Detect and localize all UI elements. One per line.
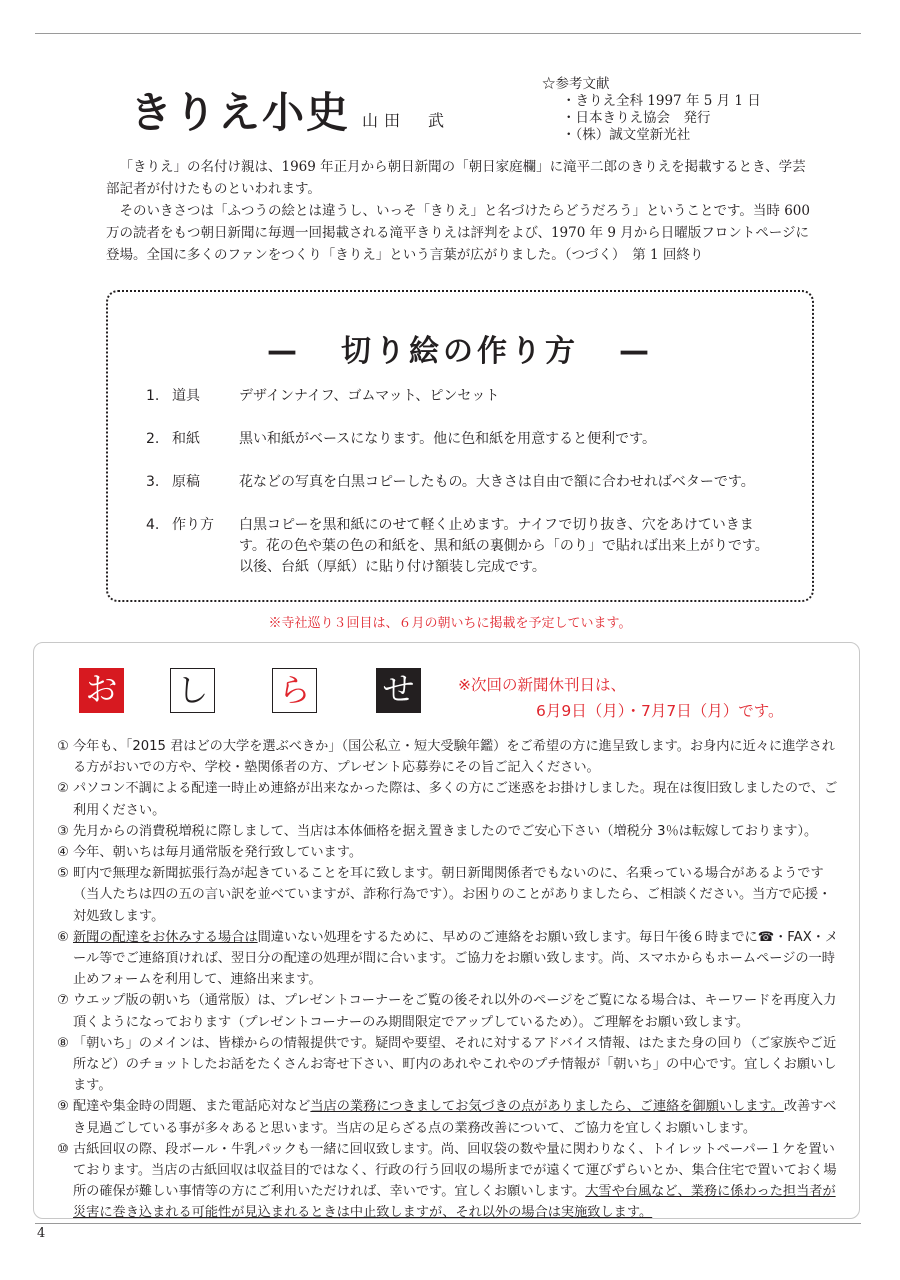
list-item (57, 927, 843, 991)
howto-title (108, 326, 812, 370)
list-item (57, 1033, 843, 1097)
step-number: 2. (146, 431, 160, 447)
item-text: 今年も、「2015 君はどの大学を選ぶべきか」（国公私立・短大受験年鑑）をご希望の方に進呈致します。お身内に近々に進学される方がおいでの方や、学校・塾関係者の方、プレゼント応募券にその旨ご記入ください。 (73, 739, 835, 776)
howto-box (106, 290, 814, 602)
item-number: ③ (57, 823, 69, 839)
list-item (57, 778, 843, 820)
holiday-dates: 6月9日（月）・7月7日（月）です。 (536, 702, 784, 720)
author-name: 山田 武 (362, 111, 451, 130)
step-number: 4. (146, 517, 160, 533)
history-paragraph: 「きりえ」の名付け親は、1969 年正月から朝日新聞の「朝日家庭欄」に滝平二郎のきりえを掲載するとき、学芸部記者が付けたものといわれます。 (106, 159, 806, 197)
item-number: ⑤ (57, 866, 69, 882)
holiday-line: ※次回の新聞休刊日は、 (458, 676, 626, 694)
step-description: 黒い和紙がベースになります。他に色和紙を用意すると便利です。 (239, 431, 657, 447)
item-number: ⑧ (57, 1035, 69, 1051)
item-text: 今年、朝いちは毎月通常版を発行致しています。 (73, 845, 363, 861)
history-paragraph: そのいきさつは「ふつうの絵とは違うし、いっそ「きりえ」と名づけたらどうだろう」ということです。当時 600 万の読者をもつ朝日新聞に毎週一回掲載される滝平きりえは評判をよび、1970 年 9 月から日曜版フロントページに登場。全国に多くのファンをつくり「きりえ」という言葉が広がりました。（つづく） 第 1 回終り (106, 203, 810, 263)
item-text: 「朝いち」のメインは、皆様からの情報提供です。疑問や要望、それに対するアドバイス情報、はたまた身の回り（ご家族やご近所など）のチョットしたお話をたくさんお寄せ下さい、町内のあれやこれやのプチ情報が「朝いち」の中心です。宜しくお願いします。 (73, 1035, 837, 1094)
reference-item: ・日本きりえ協会 発行 (562, 110, 711, 126)
item-number: ② (57, 781, 69, 797)
step-label: 道具 (172, 388, 200, 404)
item-number: ⑥ (57, 929, 69, 945)
reference-item: ・（株）誠文堂新光社 (562, 127, 691, 143)
temple-notice: ※寺社巡り３回目は、６月の朝いちに掲載を予定しています。 (268, 616, 632, 631)
reference-item: ・きりえ全科 1997 年 5 月 1 日 (562, 93, 761, 109)
osirase-char-o: お (79, 668, 124, 713)
step-number: 3. (146, 474, 160, 490)
title-dash: — (619, 334, 653, 369)
item-text: 間違いない処理をするために、早めのご連絡をお願い致します。毎日午後６時までに☎・FAX・メール等でご連絡頂ければ、翌日分の配達の処理が間に合います。ご協力をお願い致します。尚、スマホからもホームページの一時止めフォームを利用して、連絡出来ます。 (73, 929, 839, 988)
howto-title-text: 切り絵の作り方 (341, 334, 579, 369)
references-heading: ☆参考文献 (542, 76, 610, 92)
list-item (57, 990, 843, 1032)
history-article (106, 156, 816, 266)
item-number: ① (57, 739, 69, 754)
list-item (57, 821, 843, 842)
item-text: パソコン不調による配達一時止め連絡が出来なかった際は、多くの方にご迷惑をお掛けしました。現在は復旧致しましたので、ご利用ください。 (73, 781, 838, 818)
list-item (57, 1139, 843, 1224)
osirase-char-ra: ら (272, 668, 317, 713)
item-number: ④ (57, 845, 69, 861)
references (542, 76, 761, 144)
item-underlined-text: 新聞の配達をお休みする場合は (73, 929, 258, 945)
list-item (57, 736, 843, 778)
item-text: 配達や集金時の問題、また電話応対など (73, 1099, 311, 1115)
step-label: 作り方 (172, 517, 214, 533)
step-description: デザインナイフ、ゴムマット、ピンセット (239, 388, 500, 404)
item-number: ⑦ (57, 993, 69, 1009)
bottom-rule (35, 1223, 861, 1224)
step-label: 和紙 (172, 431, 200, 447)
step-label: 原稿 (172, 474, 200, 490)
announcement-list (57, 736, 843, 1224)
osirase-char-shi: し (170, 668, 215, 713)
list-item (57, 842, 843, 863)
list-item (57, 1096, 843, 1138)
holiday-notice (458, 672, 783, 724)
step-description: 花などの写真を白黒コピーしたもの。大きさは自由で額に合わせればベターです。 (239, 474, 755, 490)
item-number: ⑩ (57, 1141, 69, 1157)
step-number: 1. (146, 388, 160, 404)
item-text: ウエップ版の朝いち（通常版）は、プレゼントコーナーをご覧の後それ以外のページをご覧になる場合は、キーワードを再度入力頂くようになっております（プレゼントコーナーのみ期間限定でアップしているため）。ご理解をお願い致します。 (73, 993, 837, 1030)
item-underlined-text: 当店の業務につきましてお気づきの点がありましたら、ご連絡を御願いします。 (310, 1099, 784, 1115)
top-rule (35, 33, 861, 34)
page-title: きりえ小史 (130, 88, 351, 137)
step-description: 白黒コピーを黒和紙にのせて軽く止めます。ナイフで切り抜き、穴をあけていきます。花の色や葉の色の和紙を、黒和紙の裏側から「のり」で貼れば出来上がりです。以後、台紙（厚紙）に貼り付け額装し完成です。 (239, 517, 769, 575)
item-text: 改善すべき見過ごしている事が多々あると思います。当店の足らざる点の業務改善について、ご協力を宜しくお願いします。 (73, 1099, 837, 1136)
page-number: 4 (37, 1226, 46, 1241)
osirase-char-se: せ (376, 668, 421, 713)
item-text: 先月からの消費税増税に際しまして、当店は本体価格を据え置きましたのでご安心下さい（増税分 3％は転嫁しております）。 (73, 823, 818, 839)
item-underlined-text: 大雪や台風など、業務に係わった担当者が災害に巻き込まれる可能性が見込まれるときは中止致しますが、それ以外の場合は実施致します。 (73, 1184, 836, 1221)
item-text: 町内で無理な新聞拡張行為が起きていることを耳に致します。朝日新聞関係者でもないのに、名乗っている場合があるようです（当人たちは四の五の言い訳を並べていますが、詐称行為です）。お困りのことがありましたら、ご相談ください。当方で応援・対処致します。 (73, 866, 832, 924)
item-text: 古紙回収の際、段ボール・牛乳パックも一緒に回収致します。尚、回収袋の数や量に関わりなく、トイレットペーパー１ケを置いております。当店の古紙回収は収益目的ではなく、行政の行う回収の場所までが遠くて運びずらいとか、集合住宅で置いておく場所の確保が難しい事情等の方にご利用いただければ、幸いです。宜しくお願いします。 (73, 1141, 837, 1200)
title-dash: — (267, 334, 301, 369)
list-item (57, 863, 843, 927)
item-number: ⑨ (57, 1099, 69, 1115)
